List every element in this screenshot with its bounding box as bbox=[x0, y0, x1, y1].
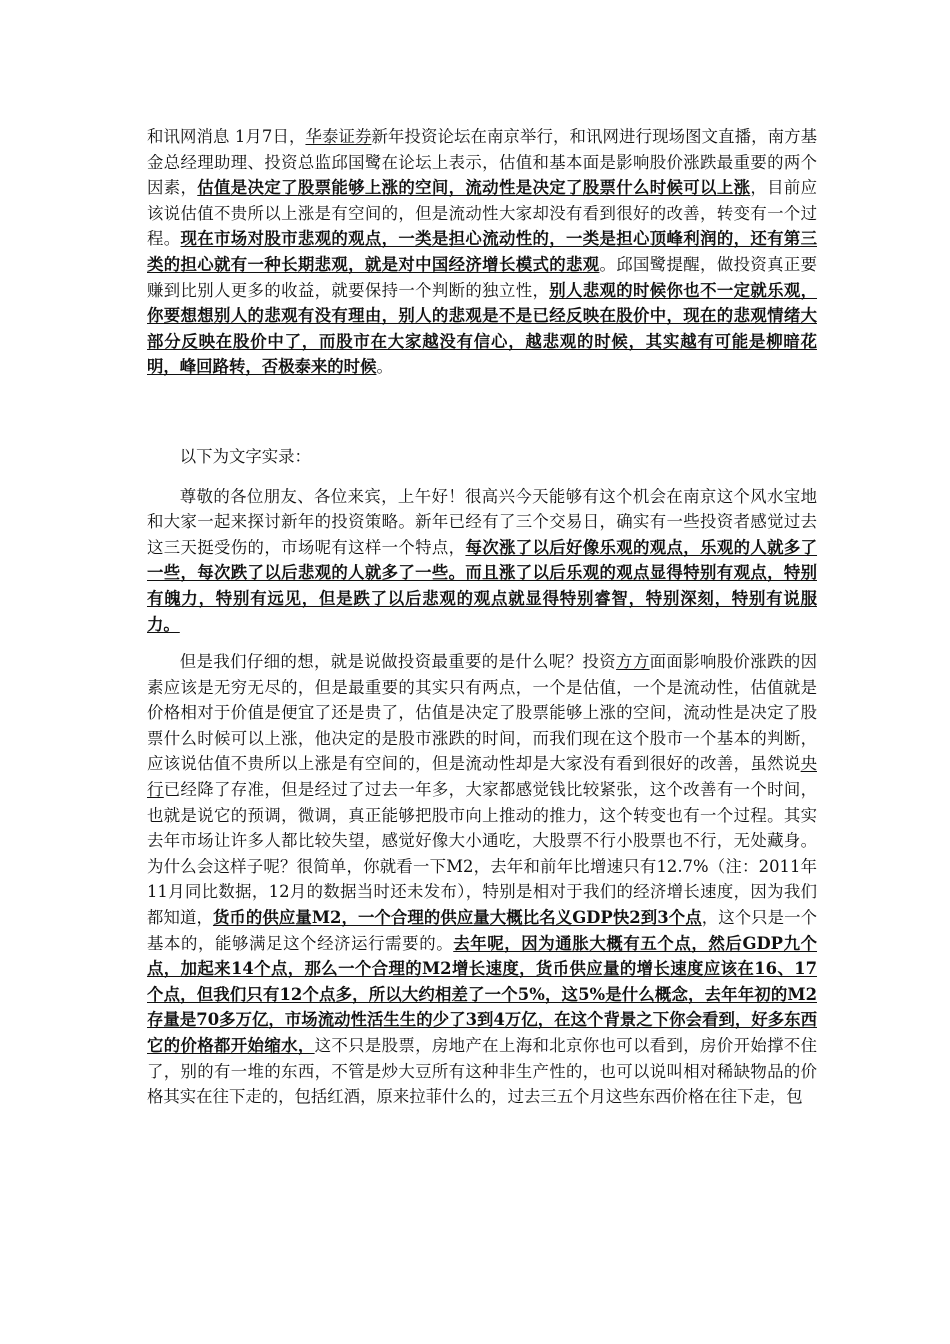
emphasized-text: 别人悲观的时候你也不一定就乐观，你要想想别人的悲观有没有理由，别人的悲观是不是已经反映在股价中，现在的悲观情绪大部分反映在股价中了，而股市在大家越没有信心，越悲观的时候，其实越有可能是柳暗花明，峰回路转，否极泰来的时候 bbox=[147, 280, 818, 377]
article-body bbox=[147, 124, 817, 1110]
body-text: 已经降了存准，但是经过了过去一年多，大家都感觉钱比较紧张，这个改善有一个时间，也就是说它的预调，微调，真正能够把股市向上推动的推力，这个转变也有一个过程。其实去年市场让许多人都比较失望，感觉好像大小通吃，大股票不行小股票也不行，无处藏身。为什么会这样子呢？很简单，你就看一下M2，去年和前年比增速只有12.7%（注：2011年11月同比数据，12月的数据当时还未发布），特别是相对于我们的经济增长速度，因为我们都知道， bbox=[147, 780, 818, 928]
summary-paragraph bbox=[147, 124, 817, 380]
emphasized-text: 去年呢，因为通胀大概有五个点，然后GDP九个点，加起来14个点，那么一个合理的M2增长速度，货币供应量的增长速度应该在16、17个点，但我们只有12个点多，所以大约相差了一个5%，这5%是什么概念，去年年初的M2存量是70多万亿，市场流动性活生生的少了3到4万亿，在这个背景之下你会看到，好多东西它的价格都开始缩水， bbox=[147, 933, 818, 1055]
emphasized-text: 估值是决定了股票能够上涨的空间，流动性是决定了股票什么时候可以上涨 bbox=[197, 178, 751, 198]
transcript-heading bbox=[147, 444, 817, 470]
emphasized-text: 货币的供应量M2，一个合理的供应量大概比名义GDP快2到3个点 bbox=[212, 908, 702, 928]
hyperlink-text[interactable]: 华泰证券 bbox=[305, 127, 372, 146]
spacer bbox=[147, 470, 817, 484]
speech-paragraph-1 bbox=[147, 484, 817, 638]
spacer bbox=[147, 380, 817, 444]
emphasized-text: 每次涨了以后好像乐观的观点，乐观的人就多了一些，每次跌了以后悲观的人就多了一些。而且涨了以后乐观的观点显得特别有观点，特别有魄力，特别有远见，但是跌了以后悲观的观点就显得特别睿智，特别深刻，特别有说服力。 bbox=[147, 537, 818, 634]
body-text: 面面影响股价涨跌的因素应该是无穷无尽的，但是最重要的其实只有两点，一个是估值，一个是流动性，估值就是价格相对于价值是便宜了还是贵了，估值是决定了股票能够上涨的空间，流动性是决定了股票什么时候可以上涨，他决定的是股市涨跌的时间，而我们现在这个股市一个基本的判断，应该说估值不贵所以上涨是有空间的，但是流动性却是大家没有看到很好的改善，虽然说 bbox=[147, 652, 818, 774]
body-text: 但是我们仔细的想，就是说做投资最重要的是什么呢？投资 bbox=[179, 652, 617, 672]
body-text: 。 bbox=[376, 357, 393, 377]
body-text: 尊敬的各位朋友、各位来宾，上午好！很高兴今天能够有这个机会在南京这个风水宝地和大家一起来探讨新年的投资策略。新年已经有了三个交易日，确实有一些投资者感觉过去这三天挺受伤的，市场呢有这样一个特点， bbox=[147, 486, 817, 557]
body-text: 以下为文字实录： bbox=[179, 446, 311, 466]
body-text: 。邱国鹭提醒，做投资真正要赚到比别人更多的收益，就要保持一个判断的独立性， bbox=[147, 254, 818, 300]
hyperlink-text[interactable]: 央行 bbox=[147, 754, 817, 800]
speech-paragraph-2 bbox=[147, 649, 817, 1110]
body-text: 新年投资论坛在南京举行，和讯网进行现场图文直播，南方基金总经理助理、投资总监邱国鹭在论坛上表示，估值和基本面是影响股价涨跌最重要的两个因素， bbox=[147, 127, 818, 198]
emphasized-text: 现在市场对股市悲观的观点，一类是担心流动性的，一类是担心顶峰利润的，还有第三类的担心就有一种长期悲观，就是对中国经济增长模式的悲观 bbox=[147, 229, 818, 274]
spacer bbox=[147, 637, 817, 649]
body-text: 和讯网消息 1月7日， bbox=[147, 127, 306, 146]
body-text: ，目前应该说估值不贵所以上涨是有空间的，但是流动性大家却没有看到很好的改善，转变有一个过程。 bbox=[147, 178, 818, 249]
body-text: ，这个只是一个基本的，能够满足这个经济运行需要的。 bbox=[147, 908, 818, 953]
body-text: 这不只是股票，房地产在上海和北京你也可以看到，房价开始撑不住了，别的有一堆的东西，不管是炒大豆所有这种非生产性的，也可以说叫相对稀缺物品的价格其实在往下走的，包括红酒，原来拉菲什么的，过去三五个月这些东西价格在往下走，包 bbox=[147, 1036, 817, 1107]
hyperlink-text[interactable]: 方方 bbox=[616, 652, 650, 672]
